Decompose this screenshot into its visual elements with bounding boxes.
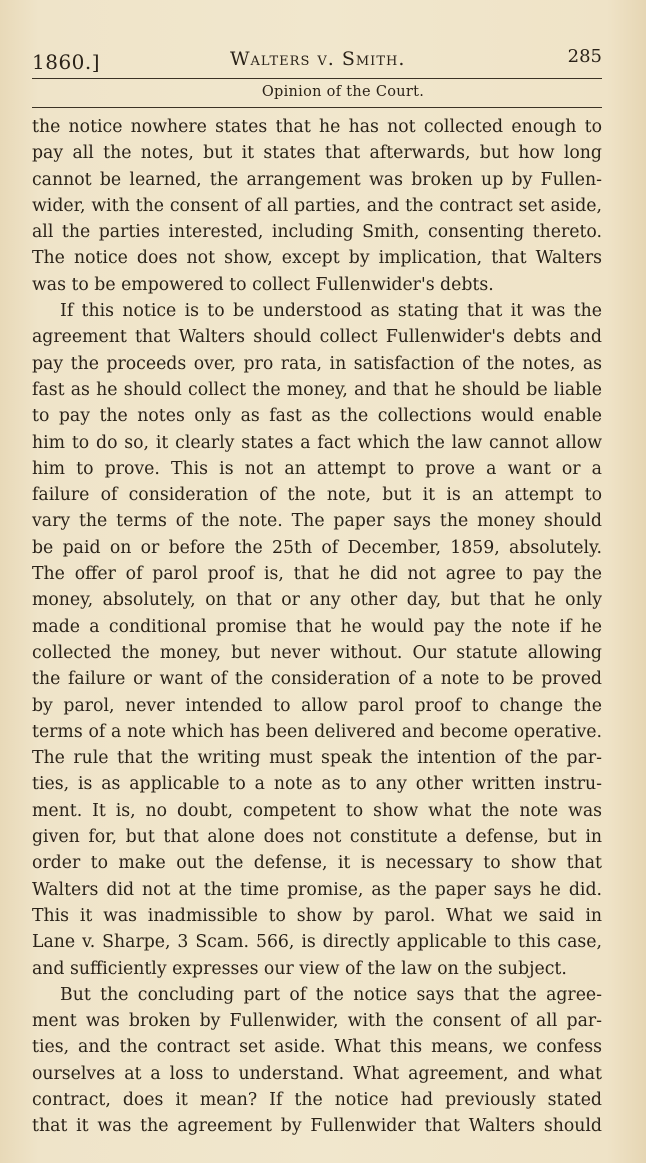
header-year: 1860.]	[32, 50, 101, 74]
text-line: to pay the notes only as fast as the collections would enable	[32, 406, 602, 427]
text-line: The rule that the writing must speak the intention of the par-	[32, 748, 602, 769]
text-line: collected the money, but never without. Our statute allowing	[32, 642, 602, 663]
text-line: was to be empowered to collect Fullenwider's debts.	[32, 274, 494, 295]
text-line: money, absolutely, on that or any other day, but that he only	[32, 590, 602, 611]
text-line: This it was inadmissible to show by parol. What we said in	[32, 905, 602, 926]
text-line: cannot be learned, the arrangement was broken up by Fullen-	[32, 169, 602, 190]
text-line: be paid on or before the 25th of December, 1859, absolutely.	[32, 537, 602, 558]
section-subheading	[0, 84, 646, 100]
text-line: failure of consideration of the note, but it is an attempt to	[32, 485, 602, 506]
text-line: and sufficiently expresses our view of the law on the subject.	[32, 958, 567, 979]
text-line: him to do so, it clearly states a fact which the law cannot allow	[32, 432, 602, 453]
text-line: ties, and the contract set aside. What this means, we confess	[32, 1037, 602, 1058]
text-line: order to make out the defense, it is necessary to show that	[32, 853, 602, 874]
text-line: ties, is as applicable to a note as to any other written instru-	[32, 774, 602, 795]
text-line: by parol, never intended to allow parol proof to change the	[32, 695, 602, 716]
text-line: wider, with the consent of all parties, and the contract set aside,	[32, 195, 602, 216]
subheading-text: Opinion of the Court.	[261, 84, 425, 100]
header-rule	[32, 78, 602, 79]
text-line: fast as he should collect the money, and that he should be liable	[32, 379, 602, 400]
subheading-rule	[32, 107, 602, 108]
text-line: terms of a note which has been delivered and become operative.	[32, 721, 602, 742]
text-line: The notice does not show, except by implication, that Walters	[32, 248, 602, 269]
text-line: Walters did not at the time promise, as the paper says he did.	[32, 879, 602, 900]
text-line: agreement that Walters should collect Fullenwider's debts and	[32, 327, 602, 348]
text-line: given for, but that alone does not constitute a defense, but in	[32, 827, 602, 848]
text-line: Lane v. Sharpe, 3 Scam. 566, is directly applicable to this case,	[32, 932, 602, 953]
text-line: all the parties interested, including Smith, consenting thereto.	[32, 222, 602, 243]
text-line: pay all the notes, but it states that afterwards, but how long	[32, 143, 602, 164]
header-case-title: Walters v. Smith.	[230, 48, 406, 70]
text-line: The offer of parol proof is, that he did not agree to pay the	[32, 564, 602, 585]
text-line: made a conditional promise that he would pay the note if he	[32, 616, 602, 637]
text-line: But the concluding part of the notice says that the agree-	[60, 984, 602, 1005]
text-line: the failure or want of the consideration of a note to be proved	[32, 669, 602, 690]
text-line: vary the terms of the note. The paper says the money should	[32, 511, 602, 532]
page-number: 285	[567, 46, 602, 67]
opinion-text	[32, 114, 602, 1140]
running-header	[32, 46, 602, 76]
text-line: pay the proceeds over, pro rata, in satisfaction of the notes, as	[32, 353, 602, 374]
text-line: ourselves at a loss to understand. What agreement, and what	[32, 1063, 602, 1084]
text-line: him to prove. This is not an attempt to prove a want or a	[32, 458, 602, 479]
text-line: the notice nowhere states that he has not collected enough to	[32, 117, 602, 137]
text-line: If this notice is to be understood as stating that it was the	[60, 301, 602, 322]
text-line: contract, does it mean? If the notice had previously stated	[32, 1089, 602, 1110]
text-line: that it was the agreement by Fullenwider that Walters should	[32, 1116, 602, 1137]
text-line: ment was broken by Fullenwider, with the consent of all par-	[32, 1011, 602, 1032]
text-line: ment. It is, no doubt, competent to show what the note was	[32, 800, 602, 821]
